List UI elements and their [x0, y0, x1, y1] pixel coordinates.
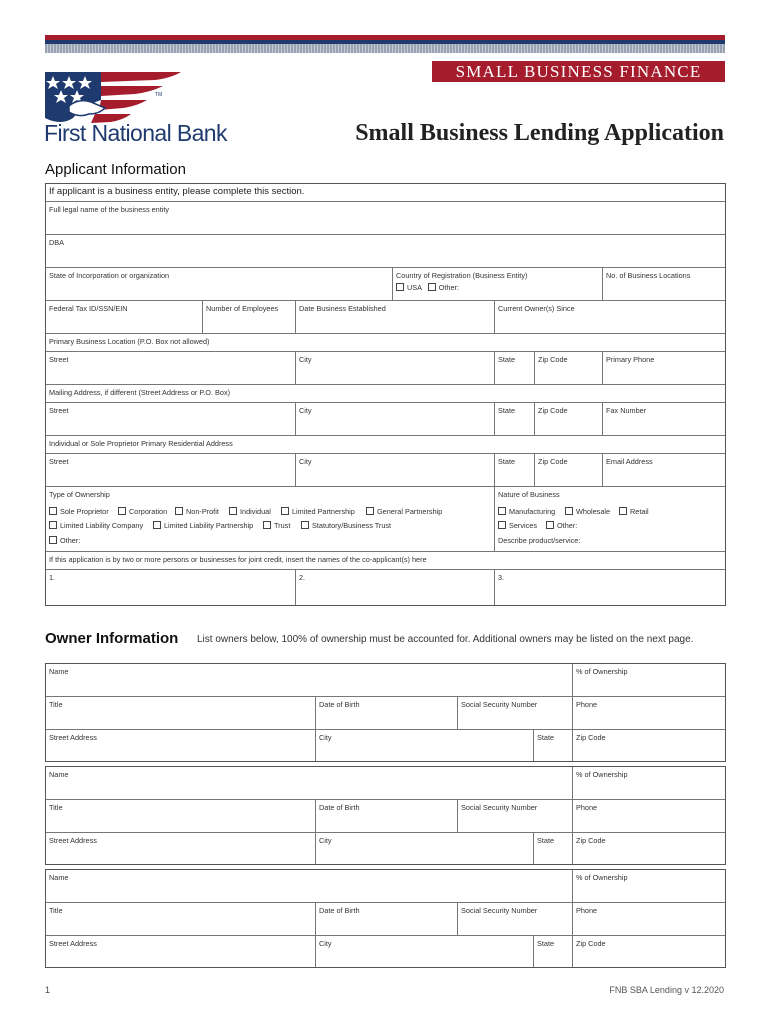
- owner-note: List owners below, 100% of ownership must be accounted for. Additional owners may be listed on the next page.: [197, 634, 694, 645]
- owner-3-phone-field[interactable]: Phone: [573, 903, 725, 936]
- owner-1-street-field[interactable]: Street Address: [46, 730, 316, 761]
- owner-3-dob-field[interactable]: Date of Birth: [316, 903, 458, 936]
- option-individual[interactable]: Individual: [229, 507, 271, 516]
- option-non-profit[interactable]: Non-Profit: [175, 507, 219, 516]
- primary-location-label: Primary Business Location (P.O. Box not allowed): [46, 334, 725, 352]
- option-general-partnership[interactable]: General Partnership: [366, 507, 442, 516]
- owner-3-pct-field[interactable]: % of Ownership: [573, 870, 725, 903]
- owner-3-form: [45, 869, 726, 968]
- coapplicant-note: If this application is by two or more persons or businesses for joint credit, insert the names of the co-applicant(s) here: [46, 552, 725, 570]
- coapplicant-2-field[interactable]: 2.: [296, 570, 495, 605]
- owner-1-title-field[interactable]: Title: [46, 697, 316, 730]
- owner-2-dob-field[interactable]: Date of Birth: [316, 800, 458, 833]
- primary-street-field[interactable]: Street: [46, 352, 296, 385]
- option-statutory-business-trust[interactable]: Statutory/Business Trust: [301, 521, 391, 530]
- option-retail[interactable]: Retail: [619, 507, 649, 516]
- option-limited-partnership[interactable]: Limited Partnership: [281, 507, 355, 516]
- tax-id-field[interactable]: Federal Tax ID/SSN/EIN: [46, 301, 203, 334]
- primary-phone-field[interactable]: Primary Phone: [603, 352, 725, 385]
- owner-2-pct-field[interactable]: % of Ownership: [573, 767, 725, 800]
- owner-since-field[interactable]: Current Owner(s) Since: [495, 301, 725, 334]
- applicant-form: [45, 183, 726, 606]
- legal-name-field[interactable]: Full legal name of the business entity: [46, 202, 725, 235]
- option-trust[interactable]: Trust: [263, 521, 290, 530]
- country-usa-checkbox[interactable]: [396, 283, 404, 291]
- residential-zip-field[interactable]: Zip Code: [535, 454, 603, 487]
- mailing-state-field[interactable]: State: [495, 403, 535, 436]
- ownership-type-group: Type of Ownership: [46, 487, 495, 552]
- owner-3-ssn-field[interactable]: Social Security Number: [458, 903, 573, 936]
- dba-field[interactable]: DBA: [46, 235, 725, 268]
- residential-address-label: Individual or Sole Proprietor Primary Residential Address: [46, 436, 725, 454]
- owner-2-title-field[interactable]: Title: [46, 800, 316, 833]
- primary-state-field[interactable]: State: [495, 352, 535, 385]
- svg-text:TM: TM: [155, 92, 163, 98]
- owner-2-state-field[interactable]: State: [534, 833, 573, 864]
- owner-section-title: Owner Information: [45, 630, 179, 647]
- option-llp[interactable]: Limited Liability Partnership: [153, 521, 253, 530]
- owner-1-city-field[interactable]: City: [316, 730, 534, 761]
- mailing-street-field[interactable]: Street: [46, 403, 296, 436]
- owner-3-title-field[interactable]: Title: [46, 903, 316, 936]
- primary-city-field[interactable]: City: [296, 352, 495, 385]
- describe-product-label: Describe product/service:: [498, 536, 581, 545]
- mailing-address-label: Mailing Address, if different (Street Address or P.O. Box): [46, 385, 725, 403]
- option-wholesale[interactable]: Wholesale: [565, 507, 610, 516]
- owner-1-ssn-field[interactable]: Social Security Number: [458, 697, 573, 730]
- owner-3-state-field[interactable]: State: [534, 936, 573, 967]
- country-of-registration-field: Country of Registration (Business Entity) USA Other:: [393, 268, 603, 301]
- coapplicant-1-field[interactable]: 1.: [46, 570, 296, 605]
- mailing-zip-field[interactable]: Zip Code: [535, 403, 603, 436]
- residential-state-field[interactable]: State: [495, 454, 535, 487]
- owner-2-zip-field[interactable]: Zip Code: [576, 836, 606, 845]
- owner-3-street-field[interactable]: Street Address: [46, 936, 316, 967]
- date-established-field[interactable]: Date Business Established: [296, 301, 495, 334]
- owner-2-name-field[interactable]: Name: [46, 767, 573, 800]
- header-stripe: [45, 35, 725, 53]
- email-field[interactable]: Email Address: [603, 454, 725, 487]
- owner-1-dob-field[interactable]: Date of Birth: [316, 697, 458, 730]
- country-other-checkbox[interactable]: [428, 283, 436, 291]
- primary-zip-field[interactable]: Zip Code: [535, 352, 603, 385]
- owner-3-name-field[interactable]: Name: [46, 870, 573, 903]
- option-nature-other[interactable]: Other:: [546, 521, 577, 530]
- owner-2-street-field[interactable]: Street Address: [46, 833, 316, 864]
- option-corporation[interactable]: Corporation: [118, 507, 167, 516]
- owner-2-city-field[interactable]: City: [316, 833, 534, 864]
- owner-1-phone-field[interactable]: Phone: [573, 697, 725, 730]
- page-number: 1: [45, 985, 51, 995]
- owner-1-zip-field[interactable]: Zip Code: [576, 733, 606, 742]
- option-manufacturing[interactable]: Manufacturing: [498, 507, 555, 516]
- owner-2-phone-field[interactable]: Phone: [573, 800, 725, 833]
- nature-of-business-group: Nature of Business: [495, 487, 725, 552]
- applicant-intro: If applicant is a business entity, please complete this section.: [46, 184, 725, 202]
- owner-3-city-field[interactable]: City: [316, 936, 534, 967]
- bank-name: First National Bank: [44, 120, 227, 146]
- state-of-incorporation-field[interactable]: State of Incorporation or organization: [46, 268, 393, 301]
- owner-1-pct-field[interactable]: % of Ownership: [573, 664, 725, 697]
- option-ownership-other[interactable]: Other:: [49, 536, 80, 545]
- residential-street-field[interactable]: Street: [46, 454, 296, 487]
- applicant-section-title: Applicant Information: [45, 161, 186, 178]
- small-business-finance-banner: SMALL BUSINESS FINANCE: [432, 61, 725, 82]
- fax-field[interactable]: Fax Number: [603, 403, 725, 436]
- owner-3-zip-field[interactable]: Zip Code: [576, 939, 606, 948]
- option-llc[interactable]: Limited Liability Company: [49, 521, 143, 530]
- owner-2-form: [45, 766, 726, 865]
- owner-1-state-field[interactable]: State: [534, 730, 573, 761]
- owner-1-name-field[interactable]: Name: [46, 664, 573, 697]
- form-version: FNB SBA Lending v 12.2020: [609, 985, 724, 995]
- page-title: Small Business Lending Application: [355, 120, 724, 146]
- coapplicant-3-field[interactable]: 3.: [498, 573, 505, 582]
- num-employees-field[interactable]: Number of Employees: [203, 301, 296, 334]
- option-services[interactable]: Services: [498, 521, 537, 530]
- mailing-city-field[interactable]: City: [296, 403, 495, 436]
- owner-1-form: [45, 663, 726, 762]
- num-locations-field[interactable]: No. of Business Locations: [603, 268, 725, 301]
- option-sole-proprietor[interactable]: Sole Proprietor: [49, 507, 109, 516]
- residential-city-field[interactable]: City: [296, 454, 495, 487]
- owner-2-ssn-field[interactable]: Social Security Number: [458, 800, 573, 833]
